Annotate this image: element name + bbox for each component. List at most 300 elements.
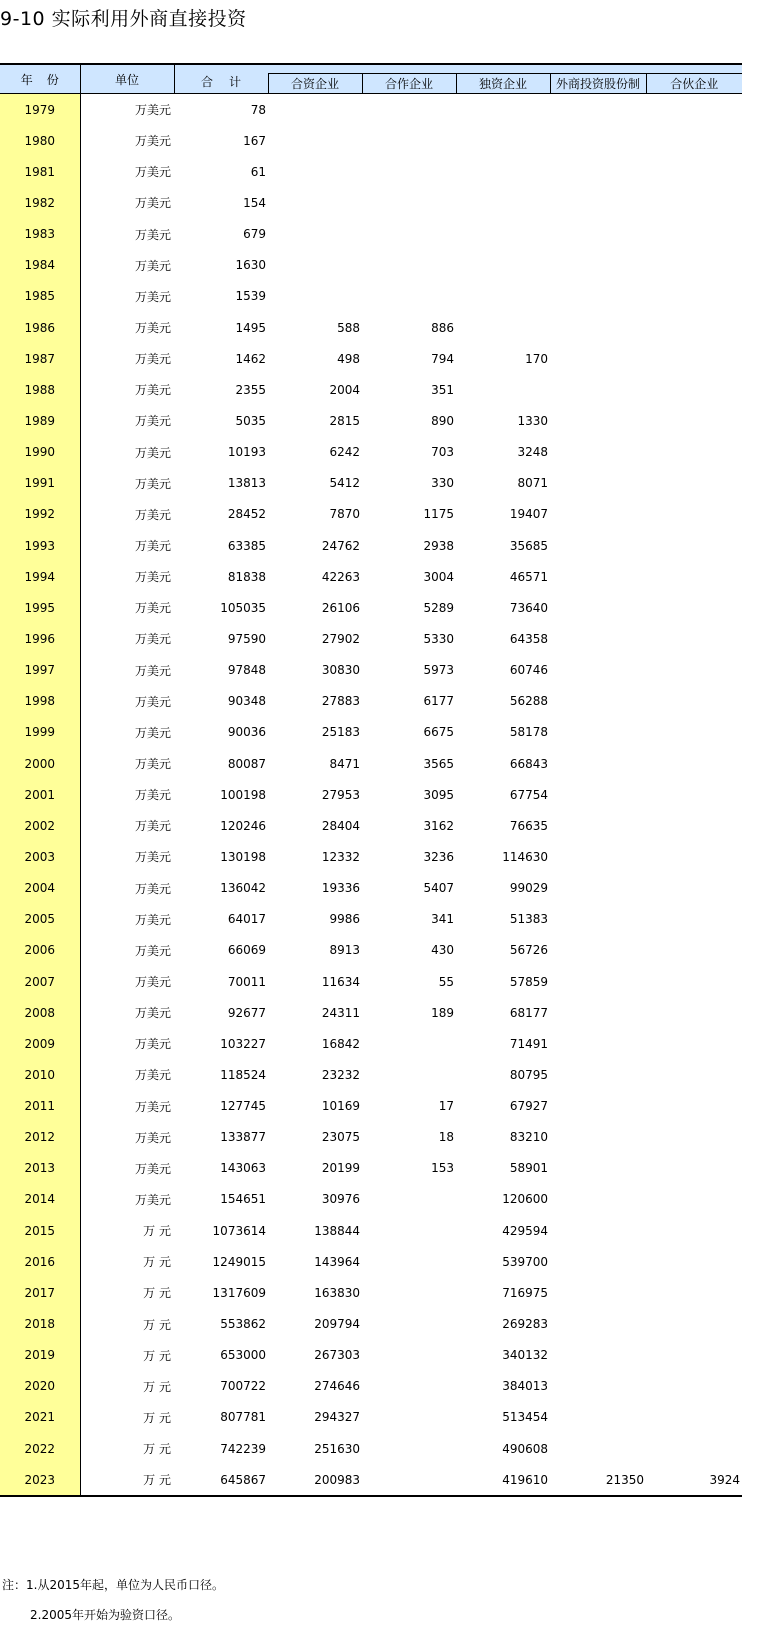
cell-year: 1995 <box>0 592 80 623</box>
cell-wholly-foreign <box>456 281 550 312</box>
cell-total: 130198 <box>220 849 266 864</box>
cell-partnership <box>646 1184 742 1215</box>
cell-partnership <box>646 1091 742 1122</box>
cell-cooperative <box>362 250 456 281</box>
cell-cooperative <box>362 1028 456 1059</box>
cell-wholly-foreign: 76635 <box>509 818 548 833</box>
cell-total: 100198 <box>220 787 266 802</box>
cell-wholly-foreign: 3248 <box>517 445 548 460</box>
table-row <box>0 343 742 374</box>
cell-foreign-shareholding: 21350 <box>550 1464 646 1496</box>
cell-joint-venture: 138844 <box>314 1223 360 1238</box>
cell-foreign-shareholding <box>550 935 646 966</box>
cell-cooperative: 703 <box>431 445 454 460</box>
table-row <box>0 686 742 717</box>
cell-total: 700722 <box>220 1379 266 1394</box>
cell-cooperative: 886 <box>431 320 454 335</box>
table-body <box>0 94 742 1497</box>
cell-total: 90036 <box>227 725 266 740</box>
cell-cooperative: 5973 <box>423 663 454 678</box>
table-row <box>0 468 742 499</box>
table-row <box>0 499 742 530</box>
cell-total: 92677 <box>227 1005 266 1020</box>
cell-foreign-shareholding <box>550 312 646 343</box>
cell-cooperative: 2938 <box>423 538 454 553</box>
cell-joint-venture: 274646 <box>314 1379 360 1394</box>
cell-partnership <box>646 655 742 686</box>
cell-foreign-shareholding <box>550 156 646 187</box>
cell-wholly-foreign: 269283 <box>502 1317 548 1332</box>
cell-year: 2011 <box>0 1091 80 1122</box>
table-row <box>0 1215 742 1246</box>
cell-partnership <box>646 997 742 1028</box>
cell-partnership <box>646 623 742 654</box>
cell-unit: 万美元 <box>134 850 171 865</box>
cell-wholly-foreign: 114630 <box>502 849 548 864</box>
cell-unit: 万美元 <box>134 414 171 429</box>
cell-partnership <box>646 312 742 343</box>
cell-wholly-foreign: 56288 <box>509 694 548 709</box>
cell-unit: 万美元 <box>134 912 171 927</box>
table-row <box>0 655 742 686</box>
cell-unit: 万美元 <box>134 289 171 304</box>
cell-cooperative: 17 <box>438 1099 454 1114</box>
cell-total: 133877 <box>220 1130 266 1145</box>
cell-partnership <box>646 935 742 966</box>
cell-foreign-shareholding <box>550 1340 646 1371</box>
cell-joint-venture: 8471 <box>329 756 360 771</box>
cell-foreign-shareholding <box>550 997 646 1028</box>
cell-partnership <box>646 1308 742 1339</box>
cell-wholly-foreign <box>456 125 550 156</box>
cell-foreign-shareholding <box>550 810 646 841</box>
cell-joint-venture: 19336 <box>321 881 360 896</box>
cell-foreign-shareholding <box>550 779 646 810</box>
note-line-1: 注：1.从2015年起，单位为人民币口径。 <box>2 1578 224 1592</box>
cell-joint-venture: 7870 <box>329 507 360 522</box>
cell-year: 2005 <box>0 904 80 935</box>
cell-total: 653000 <box>220 1348 266 1363</box>
cell-cooperative: 6675 <box>423 725 454 740</box>
cell-year: 2007 <box>0 966 80 997</box>
cell-wholly-foreign <box>456 250 550 281</box>
cell-cooperative: 3004 <box>423 569 454 584</box>
cell-joint-venture: 163830 <box>314 1285 360 1300</box>
cell-year: 2006 <box>0 935 80 966</box>
cell-total: 78 <box>250 102 266 117</box>
cell-foreign-shareholding <box>550 655 646 686</box>
cell-foreign-shareholding <box>550 717 646 748</box>
cell-partnership <box>646 841 742 872</box>
cell-partnership <box>646 219 742 250</box>
cell-year: 1990 <box>0 437 80 468</box>
cell-year: 2023 <box>0 1464 80 1496</box>
cell-partnership <box>646 405 742 436</box>
table-row <box>0 219 742 250</box>
table-row <box>0 156 742 187</box>
cell-year: 1984 <box>0 250 80 281</box>
cell-total: 1630 <box>235 258 266 273</box>
table-row <box>0 717 742 748</box>
cell-cooperative <box>362 1402 456 1433</box>
cell-total: 97590 <box>227 631 266 646</box>
cell-total: 64017 <box>227 912 266 927</box>
cell-cooperative: 153 <box>431 1161 454 1176</box>
header-cooperative: 合作企业 <box>362 74 456 94</box>
cell-total: 1462 <box>235 351 266 366</box>
cell-total: 80087 <box>227 756 266 771</box>
cell-total: 61 <box>250 164 266 179</box>
cell-cooperative <box>362 1184 456 1215</box>
page-title: 9-10 实际利用外商直接投资 <box>0 8 247 30</box>
cell-total: 63385 <box>227 538 266 553</box>
cell-year: 2013 <box>0 1153 80 1184</box>
cell-wholly-foreign: 35685 <box>509 538 548 553</box>
cell-joint-venture: 30976 <box>321 1192 360 1207</box>
cell-foreign-shareholding <box>550 1122 646 1153</box>
cell-joint-venture: 25183 <box>321 725 360 740</box>
cell-year: 1988 <box>0 374 80 405</box>
cell-year: 2022 <box>0 1433 80 1464</box>
cell-joint-venture: 30830 <box>321 663 360 678</box>
cell-year: 1997 <box>0 655 80 686</box>
cell-total: 1317609 <box>212 1285 266 1300</box>
cell-foreign-shareholding <box>550 561 646 592</box>
cell-joint-venture: 294327 <box>314 1410 360 1425</box>
cell-foreign-shareholding <box>550 1028 646 1059</box>
cell-joint-venture: 24311 <box>321 1005 360 1020</box>
header-joint-venture: 合资企业 <box>268 74 362 94</box>
cell-joint-venture: 28404 <box>321 818 360 833</box>
cell-cooperative: 890 <box>431 413 454 428</box>
cell-unit: 万美元 <box>134 134 171 149</box>
table-row <box>0 1184 742 1215</box>
cell-cooperative <box>362 1371 456 1402</box>
cell-total: 90348 <box>227 694 266 709</box>
cell-wholly-foreign: 66843 <box>509 756 548 771</box>
table-header <box>0 64 742 94</box>
cell-joint-venture: 26106 <box>321 600 360 615</box>
cell-cooperative: 1175 <box>423 507 454 522</box>
table-row <box>0 1371 742 1402</box>
cell-foreign-shareholding <box>550 1402 646 1433</box>
cell-partnership <box>646 1215 742 1246</box>
cell-partnership <box>646 530 742 561</box>
cell-partnership <box>646 1122 742 1153</box>
cell-year: 1983 <box>0 219 80 250</box>
cell-joint-venture: 27953 <box>321 787 360 802</box>
cell-unit: 万 元 <box>143 1224 171 1239</box>
cell-unit: 万 元 <box>143 1379 171 1394</box>
cell-cooperative: 5289 <box>423 600 454 615</box>
cell-year: 2015 <box>0 1215 80 1246</box>
cell-year: 1987 <box>0 343 80 374</box>
cell-cooperative: 5407 <box>423 881 454 896</box>
cell-cooperative: 330 <box>431 476 454 491</box>
cell-partnership <box>646 561 742 592</box>
table-row <box>0 437 742 468</box>
cell-total: 1249015 <box>212 1254 266 1269</box>
cell-year: 2016 <box>0 1246 80 1277</box>
cell-unit: 万 元 <box>143 1255 171 1270</box>
cell-joint-venture: 9986 <box>329 912 360 927</box>
cell-total: 28452 <box>227 507 266 522</box>
cell-year: 2017 <box>0 1277 80 1308</box>
table-row <box>0 250 742 281</box>
cell-year: 1980 <box>0 125 80 156</box>
cell-unit: 万美元 <box>134 757 171 772</box>
table-row <box>0 405 742 436</box>
cell-partnership <box>646 717 742 748</box>
cell-foreign-shareholding <box>550 1059 646 1090</box>
cell-total: 97848 <box>227 663 266 678</box>
cell-foreign-shareholding <box>550 873 646 904</box>
cell-wholly-foreign: 67754 <box>509 787 548 802</box>
table-row <box>0 748 742 779</box>
cell-wholly-foreign: 64358 <box>509 631 548 646</box>
cell-total: 1073614 <box>212 1223 266 1238</box>
table-row <box>0 592 742 623</box>
cell-partnership <box>646 374 742 405</box>
cell-joint-venture: 42263 <box>321 569 360 584</box>
cell-total: 136042 <box>220 881 266 896</box>
cell-year: 1994 <box>0 561 80 592</box>
cell-cooperative <box>362 1246 456 1277</box>
cell-partnership <box>646 1277 742 1308</box>
cell-wholly-foreign: 57859 <box>509 974 548 989</box>
header-foreign-shareholding: 外商投资股份制 <box>550 74 646 94</box>
cell-cooperative: 3162 <box>423 818 454 833</box>
table-row <box>0 1246 742 1277</box>
cell-wholly-foreign: 67927 <box>509 1099 548 1114</box>
cell-total: 1539 <box>235 289 266 304</box>
cell-foreign-shareholding <box>550 94 646 126</box>
cell-foreign-shareholding <box>550 1277 646 1308</box>
cell-year: 2021 <box>0 1402 80 1433</box>
cell-cooperative: 3095 <box>423 787 454 802</box>
cell-wholly-foreign: 73640 <box>509 600 548 615</box>
cell-partnership <box>646 686 742 717</box>
cell-foreign-shareholding <box>550 374 646 405</box>
table-row <box>0 1091 742 1122</box>
table-row <box>0 374 742 405</box>
cell-unit: 万美元 <box>134 881 171 896</box>
cell-partnership <box>646 779 742 810</box>
cell-joint-venture <box>268 125 362 156</box>
cell-foreign-shareholding <box>550 623 646 654</box>
cell-year: 1996 <box>0 623 80 654</box>
cell-unit: 万美元 <box>134 725 171 740</box>
cell-wholly-foreign: 539700 <box>502 1254 548 1269</box>
cell-foreign-shareholding <box>550 1184 646 1215</box>
cell-joint-venture: 143964 <box>314 1254 360 1269</box>
cell-total: 120246 <box>220 818 266 833</box>
cell-total: 10193 <box>227 445 266 460</box>
header-unit: 单位 <box>80 64 174 94</box>
cell-foreign-shareholding <box>550 904 646 935</box>
cell-total: 105035 <box>220 600 266 615</box>
cell-joint-venture: 27902 <box>321 631 360 646</box>
cell-cooperative: 430 <box>431 943 454 958</box>
cell-wholly-foreign: 56726 <box>509 943 548 958</box>
cell-partnership <box>646 1402 742 1433</box>
cell-cooperative: 794 <box>431 351 454 366</box>
cell-unit: 万美元 <box>134 383 171 398</box>
cell-year: 2012 <box>0 1122 80 1153</box>
cell-joint-venture: 267303 <box>314 1348 360 1363</box>
cell-unit: 万美元 <box>134 539 171 554</box>
header-wholly-foreign: 独资企业 <box>456 74 550 94</box>
cell-partnership <box>646 94 742 126</box>
table-row <box>0 530 742 561</box>
cell-unit: 万美元 <box>134 1068 171 1083</box>
cell-unit: 万美元 <box>134 943 171 958</box>
cell-joint-venture <box>268 94 362 126</box>
cell-year: 2004 <box>0 873 80 904</box>
header-partnership: 合伙企业 <box>646 74 742 94</box>
cell-total: 143063 <box>220 1161 266 1176</box>
cell-cooperative <box>362 1308 456 1339</box>
cell-total: 13813 <box>227 476 266 491</box>
cell-unit: 万 元 <box>80 1464 174 1496</box>
cell-foreign-shareholding <box>550 592 646 623</box>
cell-cooperative: 341 <box>431 912 454 927</box>
note-line-2: 2.2005年开始为验资口径。 <box>30 1608 180 1622</box>
cell-partnership <box>646 592 742 623</box>
cell-cooperative <box>362 187 456 218</box>
cell-wholly-foreign: 51383 <box>509 912 548 927</box>
cell-foreign-shareholding <box>550 530 646 561</box>
cell-unit: 万 元 <box>143 1348 171 1363</box>
cell-wholly-foreign: 99029 <box>509 881 548 896</box>
cell-unit: 万美元 <box>134 570 171 585</box>
table-row <box>0 187 742 218</box>
cell-wholly-foreign: 58901 <box>509 1161 548 1176</box>
cell-wholly-foreign: 80795 <box>509 1067 548 1082</box>
cell-year: 1989 <box>0 405 80 436</box>
cell-unit: 万美元 <box>134 196 171 211</box>
cell-partnership <box>646 499 742 530</box>
cell-joint-venture <box>268 187 362 218</box>
cell-cooperative <box>362 1059 456 1090</box>
cell-cooperative <box>362 1464 456 1496</box>
table-row <box>0 623 742 654</box>
cell-cooperative <box>362 1433 456 1464</box>
cell-foreign-shareholding <box>550 1153 646 1184</box>
cell-total: 81838 <box>227 569 266 584</box>
cell-cooperative <box>362 125 456 156</box>
table-row <box>0 1028 742 1059</box>
cell-wholly-foreign: 19407 <box>509 507 548 522</box>
cell-cooperative: 18 <box>438 1130 454 1145</box>
cell-cooperative <box>362 1277 456 1308</box>
cell-unit: 万美元 <box>134 507 171 522</box>
table-row <box>0 1402 742 1433</box>
table-row <box>0 841 742 872</box>
cell-year: 2019 <box>0 1340 80 1371</box>
cell-unit: 万美元 <box>134 165 171 180</box>
cell-wholly-foreign: 513454 <box>502 1410 548 1425</box>
table-row <box>0 1308 742 1339</box>
cell-joint-venture: 209794 <box>314 1317 360 1332</box>
cell-cooperative <box>362 1340 456 1371</box>
cell-total: 807781 <box>220 1410 266 1425</box>
cell-partnership <box>646 1433 742 1464</box>
cell-unit: 万美元 <box>134 601 171 616</box>
cell-wholly-foreign <box>456 312 550 343</box>
cell-unit: 万美元 <box>134 445 171 460</box>
cell-joint-venture: 2815 <box>329 413 360 428</box>
cell-partnership <box>646 468 742 499</box>
cell-partnership <box>646 125 742 156</box>
table-row <box>0 1122 742 1153</box>
cell-wholly-foreign: 419610 <box>456 1464 550 1496</box>
cell-total: 103227 <box>220 1036 266 1051</box>
cell-joint-venture: 20199 <box>321 1161 360 1176</box>
cell-foreign-shareholding <box>550 187 646 218</box>
cell-foreign-shareholding <box>550 1091 646 1122</box>
table-row <box>0 312 742 343</box>
cell-year: 1998 <box>0 686 80 717</box>
cell-joint-venture <box>268 281 362 312</box>
cell-unit: 万 元 <box>143 1410 171 1425</box>
cell-unit: 万美元 <box>134 103 171 118</box>
table-row <box>0 904 742 935</box>
table-row <box>0 779 742 810</box>
table-row <box>0 1277 742 1308</box>
table-row <box>0 1340 742 1371</box>
cell-unit: 万美元 <box>134 663 171 678</box>
cell-cooperative: 3236 <box>423 849 454 864</box>
cell-year: 2003 <box>0 841 80 872</box>
cell-total: 5035 <box>235 413 266 428</box>
cell-joint-venture <box>268 250 362 281</box>
cell-joint-venture: 11634 <box>321 974 360 989</box>
table-row <box>0 873 742 904</box>
cell-joint-venture: 588 <box>337 320 360 335</box>
cell-year: 2002 <box>0 810 80 841</box>
table-row <box>0 125 742 156</box>
cell-year: 2001 <box>0 779 80 810</box>
cell-joint-venture: 12332 <box>321 849 360 864</box>
table-row <box>0 561 742 592</box>
table-row <box>0 94 742 126</box>
header-group-spacer <box>268 64 742 74</box>
cell-wholly-foreign: 170 <box>525 351 548 366</box>
header-year: 年份 <box>0 64 80 94</box>
cell-joint-venture: 10169 <box>321 1099 360 1114</box>
cell-total: 70011 <box>227 974 266 989</box>
cell-joint-venture: 8913 <box>329 943 360 958</box>
cell-partnership <box>646 281 742 312</box>
cell-foreign-shareholding <box>550 405 646 436</box>
cell-total: 127745 <box>220 1099 266 1114</box>
cell-total: 118524 <box>220 1067 266 1082</box>
cell-joint-venture: 6242 <box>329 445 360 460</box>
cell-joint-venture: 5412 <box>329 476 360 491</box>
cell-foreign-shareholding <box>550 1308 646 1339</box>
cell-cooperative: 55 <box>438 974 454 989</box>
table-row <box>0 935 742 966</box>
cell-joint-venture <box>268 219 362 250</box>
cell-unit: 万 元 <box>143 1286 171 1301</box>
cell-unit: 万美元 <box>134 1037 171 1052</box>
cell-joint-venture: 16842 <box>321 1036 360 1051</box>
cell-unit: 万 元 <box>143 1317 171 1332</box>
cell-unit: 万美元 <box>134 227 171 242</box>
cell-total: 66069 <box>227 943 266 958</box>
cell-wholly-foreign: 83210 <box>509 1130 548 1145</box>
